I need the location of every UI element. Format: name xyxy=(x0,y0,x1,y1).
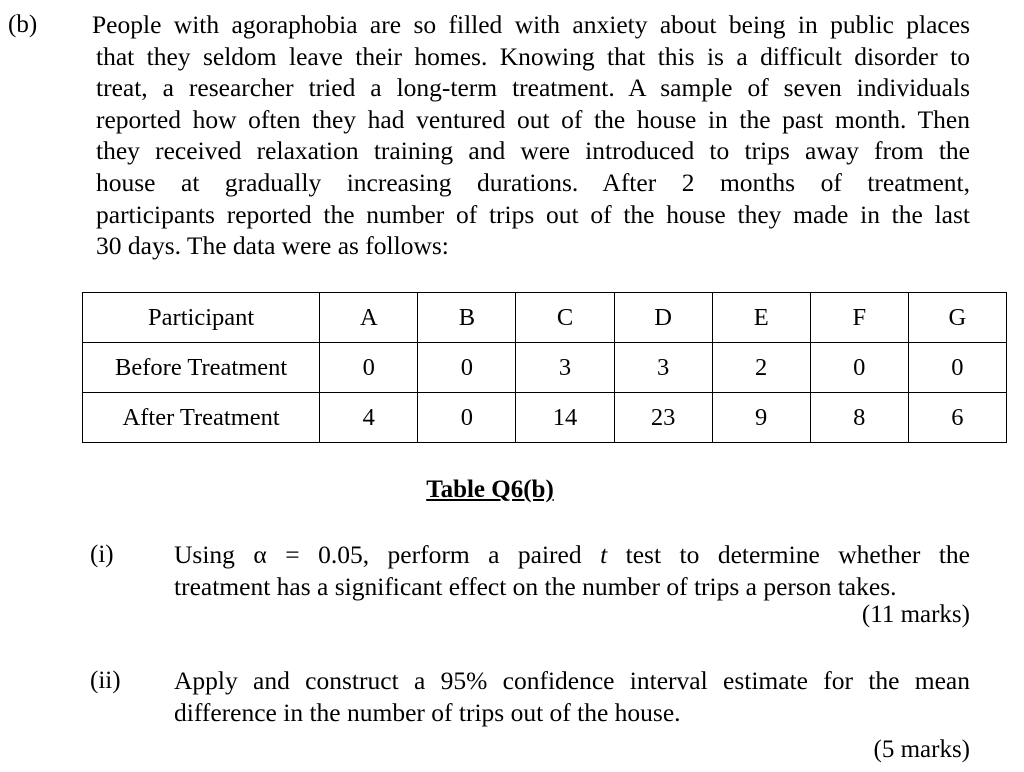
table-cell: 3 xyxy=(516,343,614,393)
part-i-marks: (11 marks) xyxy=(861,601,970,628)
row-label-cell: Before Treatment xyxy=(83,343,320,393)
part-i-label: (i) xyxy=(90,541,114,568)
header-cell: G xyxy=(908,293,1006,343)
header-cell: A xyxy=(320,293,418,343)
part-i-text xyxy=(174,539,970,602)
table-cell: 23 xyxy=(614,393,712,443)
paragraph-line: participants reported the number of trips out of the house they made in the last xyxy=(96,199,970,229)
question-label: (b) xyxy=(8,11,38,38)
table-cell: 0 xyxy=(418,393,516,443)
table-cell: 3 xyxy=(614,343,712,393)
row-label-cell: After Treatment xyxy=(83,393,320,443)
table-cell: 0 xyxy=(908,343,1006,393)
header-cell: F xyxy=(810,293,908,343)
header-cell: B xyxy=(418,293,516,343)
table-row xyxy=(83,343,1007,393)
table-cell: 9 xyxy=(712,393,810,443)
part-i-line: treatment has a significant effect on the number of trips a person takes. xyxy=(174,571,897,601)
table-header-row xyxy=(83,293,1007,343)
table-cell: 0 xyxy=(320,343,418,393)
header-cell: E xyxy=(712,293,810,343)
part-ii-marks: (5 marks) xyxy=(873,736,970,763)
question-paragraph xyxy=(92,9,970,262)
data-table xyxy=(82,292,1007,443)
header-cell: C xyxy=(516,293,614,343)
part-ii-label: (ii) xyxy=(90,667,121,694)
table-row xyxy=(83,393,1007,443)
table-cell: 0 xyxy=(810,343,908,393)
paragraph-line: People with agoraphobia are so filled with anxiety about being in public places xyxy=(92,10,970,39)
paragraph-line: treat, a researcher tried a long-term treatment. A sample of seven individuals xyxy=(96,73,970,103)
table-caption: Table Q6(b) xyxy=(426,476,554,503)
part-i-line: Using α = 0.05, perform a paired t test to determine whether the xyxy=(174,540,970,569)
table-cell: 8 xyxy=(810,393,908,443)
paragraph-line: they received relaxation training and were introduced to trips away from the xyxy=(96,136,970,166)
paragraph-line: reported how often they had ventured out of the house in the past month. Then xyxy=(96,104,970,134)
table-cell: 6 xyxy=(908,393,1006,443)
table-cell: 2 xyxy=(712,343,810,393)
header-cell: Participant xyxy=(83,293,320,343)
part-ii-line: Apply and construct a 95% confidence interval estimate for the mean xyxy=(174,666,970,695)
paragraph-line: 30 days. The data were as follows: xyxy=(96,231,449,261)
paragraph-line: that they seldom leave their homes. Knowing that this is a difficult disorder to xyxy=(96,41,970,71)
paragraph-line: house at gradually increasing durations. After 2 months of treatment, xyxy=(96,167,970,197)
table-cell: 0 xyxy=(418,343,516,393)
table-cell: 4 xyxy=(320,393,418,443)
header-cell: D xyxy=(614,293,712,343)
part-ii-line: difference in the number of trips out of the house. xyxy=(174,697,681,727)
part-ii-text xyxy=(174,665,970,728)
table-cell: 14 xyxy=(516,393,614,443)
